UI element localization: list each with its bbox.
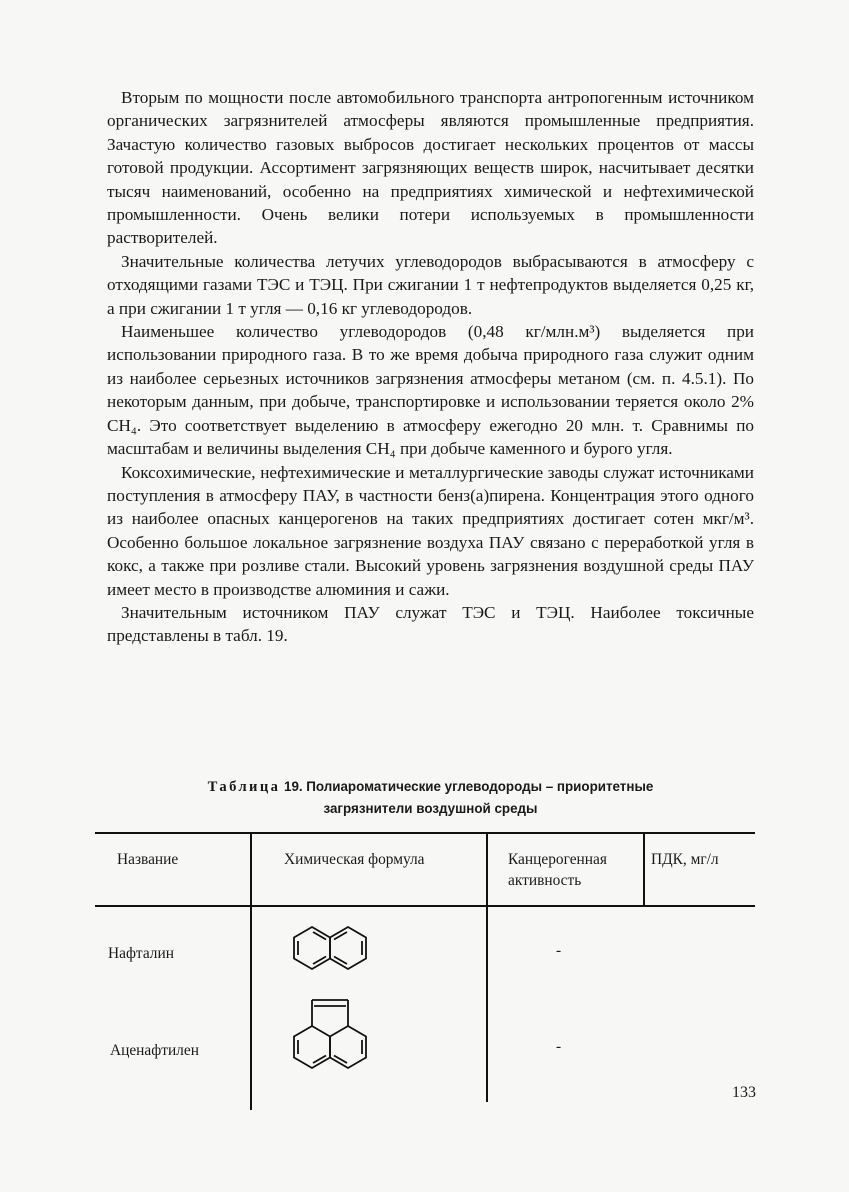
paragraph-2: Значительные количества летучих углеводородов выбрасываются в атмосферу с отходящими газами ТЭС и ТЭЦ. При сжигании 1 т нефтепродуктов выделяется 0,25 кг, а при сжигании 1 т угля — 0,16 кг углеводородов.: [107, 251, 754, 318]
page-number: 133: [732, 1084, 756, 1101]
paragraph-4: Коксохимические, нефтехимические и металлургические заводы служат источниками поступления в атмосферу ПАУ, в частности бенз(а)пирена. Концентрация этого одного из наиболее опасных канцерогенов на таких предприятиях достигает сотен мкг/м³. Особенно большое локальное загрязнение воздуха ПАУ связано с переработкой угля в кокс, а также при розливе стали. Высокий уровень загрязнения воздушной среды ПАУ имеет место в производстве алюминия и сажи.: [107, 462, 754, 599]
paragraph-1: Вторым по мощности после автомобильного транспорта антропогенным источником органических загрязнителей атмосферы являются промышленные предприятия. Зачастую количество газовых выбросов достигает нескольких процентов от массы готовой продукции. Ассортимент загрязняющих веществ широк, насчитывает десятки тысяч наименований, особенно на предприятиях химической и нефтехимической промышленности. Очень велики потери используемых в промышленности растворителей.: [107, 88, 754, 248]
body-text: [107, 86, 754, 648]
header-formula: Химическая формула: [284, 851, 425, 868]
row-1-activity: -: [556, 942, 562, 959]
row-1-name: Нафталин: [108, 945, 174, 962]
header-pdk: ПДК, мг/л: [651, 851, 719, 868]
column-divider-1: [250, 832, 252, 1110]
column-divider-2: [486, 832, 488, 1102]
table-caption: [107, 776, 754, 820]
table-title-line2: загрязнители воздушной среды: [323, 801, 538, 816]
table-title-line1: Полиароматические углеводороды – приоритетные: [306, 779, 654, 794]
column-divider-3: [643, 832, 645, 905]
table-header-rule: [95, 905, 755, 907]
paragraph-5: Значительным источником ПАУ служат ТЭС и ТЭЦ. Наиболее токсичные представлены в табл. 19.: [107, 602, 754, 646]
table-top-rule: [95, 832, 755, 834]
header-activity: Канцерогенная активность: [508, 851, 607, 889]
table-number: 19.: [284, 779, 303, 794]
row-2-activity: -: [556, 1038, 562, 1055]
row-2-name: Аценафтилен: [110, 1042, 199, 1059]
paragraph-3: Наименьшее количество углеводородов (0,48 кг/млн.м³) выделяется при использовании природного газа. В то же время добыча природного газа служит одним из наиболее серьезных источников загрязнения атмосферы метаном (см. п. 4.5.1). По некоторым данным, при добыче, транспортировке и использовании теряется около 2% CH₄. Это соответствует выделению в атмосферу ежегодно 20 млн. т. Сравнимы по масштабам и величины выделения CH₄ при добыче каменного и бурого угля.: [107, 322, 754, 459]
table-label: Таблица: [207, 779, 281, 795]
header-name: Название: [117, 851, 179, 868]
